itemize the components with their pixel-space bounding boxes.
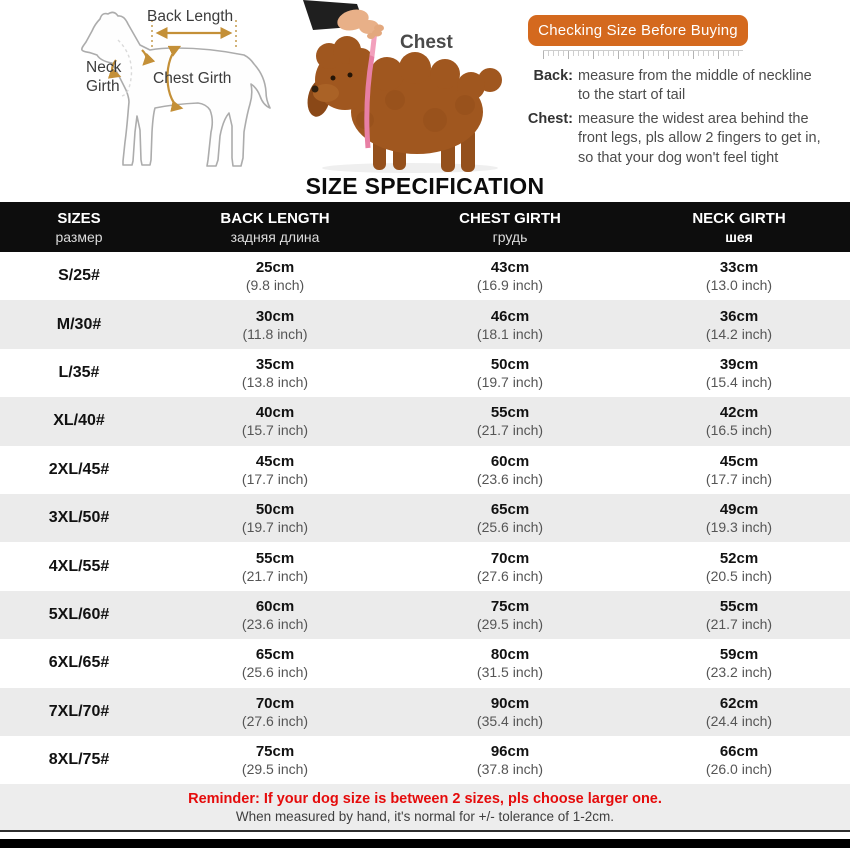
chest-cm-value: 75cm bbox=[490, 597, 530, 615]
size-cell: L/35# bbox=[58, 363, 100, 381]
neck-inch-value: (14.2 inch) bbox=[705, 325, 773, 342]
neck-cm-value: 59cm bbox=[719, 646, 759, 664]
back-inch-value: (19.7 inch) bbox=[241, 519, 309, 536]
size-row-8xl75 bbox=[0, 736, 850, 784]
back-inch-value: (11.8 inch) bbox=[242, 325, 308, 342]
back-cm-value: 65cm bbox=[255, 646, 295, 664]
size-cell: M/30# bbox=[56, 315, 102, 333]
page-title: SIZE SPECIFICATION bbox=[305, 173, 545, 199]
header-back-length-en: BACK LENGTH bbox=[220, 209, 330, 227]
chest-girth-cell bbox=[392, 300, 628, 348]
neck-cm-value: 55cm bbox=[719, 597, 759, 615]
header-chest-girth bbox=[392, 202, 628, 252]
neck-inch-value: (15.4 inch) bbox=[705, 373, 773, 390]
neck-cm-value: 42cm bbox=[719, 404, 759, 422]
header-back-length bbox=[158, 202, 392, 252]
back-cm-value: 50cm bbox=[255, 501, 295, 519]
measuring-instructions bbox=[515, 67, 850, 173]
header-sizes bbox=[0, 202, 158, 252]
size-cell: XL/40# bbox=[53, 412, 105, 430]
back-length-label: Back Length bbox=[147, 8, 234, 25]
size-table-body bbox=[0, 252, 850, 784]
chest-girth-cell bbox=[392, 542, 628, 590]
chest-girth-cell bbox=[392, 349, 628, 397]
header-neck-girth-en: NECK GIRTH bbox=[692, 209, 786, 227]
chest-girth-cell bbox=[392, 591, 628, 639]
header-neck-girth bbox=[628, 202, 850, 252]
neck-cm-value: 62cm bbox=[719, 694, 759, 712]
chest-cm-value: 55cm bbox=[490, 404, 530, 422]
chest-inch-value: (37.8 inch) bbox=[476, 761, 544, 778]
header-sizes-en: SIZES bbox=[57, 209, 101, 227]
size-cell: 2XL/45# bbox=[48, 460, 110, 478]
neck-girth-cell bbox=[628, 446, 850, 494]
neck-cm-value: 45cm bbox=[719, 452, 759, 470]
neck-girth-cell bbox=[628, 494, 850, 542]
back-term: Back: bbox=[533, 68, 573, 84]
back-length-cell bbox=[158, 349, 392, 397]
header-chest-girth-ru: грудь bbox=[492, 228, 528, 245]
chest-desc-line-1: measure the widest area behind the bbox=[578, 111, 809, 128]
instructions-panel bbox=[515, 0, 850, 172]
checking-size-banner: Checking Size Before Buying bbox=[528, 15, 748, 46]
back-inch-value: (21.7 inch) bbox=[241, 567, 309, 584]
back-cm-value: 70cm bbox=[255, 694, 295, 712]
table-header-row bbox=[0, 202, 850, 252]
neck-cm-value: 33cm bbox=[719, 259, 759, 277]
size-cell: 3XL/50# bbox=[48, 509, 110, 527]
chest-girth-cell bbox=[392, 494, 628, 542]
back-cm-value: 60cm bbox=[255, 597, 295, 615]
back-length-cell bbox=[158, 494, 392, 542]
neck-inch-value: (17.7 inch) bbox=[705, 470, 773, 487]
chest-inch-value: (29.5 inch) bbox=[476, 615, 544, 632]
neck-inch-value: (21.7 inch) bbox=[705, 615, 773, 632]
chest-inch-value: (25.6 inch) bbox=[476, 519, 544, 536]
back-inch-value: (27.6 inch) bbox=[241, 712, 309, 729]
neck-inch-value: (20.5 inch) bbox=[705, 567, 773, 584]
neck-cm-value: 36cm bbox=[719, 307, 759, 325]
back-inch-value: (15.7 inch) bbox=[241, 422, 309, 439]
chest-inch-value: (35.4 inch) bbox=[476, 712, 544, 729]
size-cell: 8XL/75# bbox=[48, 751, 110, 769]
size-cell: 7XL/70# bbox=[48, 702, 110, 720]
back-cm-value: 30cm bbox=[255, 307, 295, 325]
back-length-cell bbox=[158, 397, 392, 445]
neck-girth-cell bbox=[628, 639, 850, 687]
neck-girth-cell bbox=[628, 542, 850, 590]
chest-cm-value: 70cm bbox=[490, 549, 530, 567]
back-length-cell bbox=[158, 542, 392, 590]
back-inch-value: (9.8 inch) bbox=[245, 277, 305, 294]
chest-girth-cell bbox=[392, 252, 628, 300]
chest-inch-value: (16.9 inch) bbox=[476, 277, 544, 294]
chest-inch-value: (18.1 inch) bbox=[476, 325, 544, 342]
chest-girth-label: Chest Girth bbox=[153, 70, 232, 87]
chest-term: Chest: bbox=[527, 111, 573, 128]
chest-cm-value: 65cm bbox=[490, 501, 530, 519]
chest-desc-line-3: so that your dog won't feel tight bbox=[578, 149, 779, 166]
chest-description bbox=[578, 110, 850, 167]
back-inch-value: (29.5 inch) bbox=[241, 761, 309, 778]
hand-holding-tape bbox=[303, 0, 384, 39]
back-inch-value: (17.7 inch) bbox=[241, 470, 309, 487]
chest-girth-cell bbox=[392, 397, 628, 445]
back-desc-line-2: to the start of tail bbox=[578, 87, 686, 104]
poodle-body bbox=[304, 36, 502, 172]
back-cm-value: 25cm bbox=[255, 259, 295, 277]
header-back-length-ru: задняя длина bbox=[230, 228, 320, 245]
chest-inch-value: (19.7 inch) bbox=[476, 373, 544, 390]
size-row-l35 bbox=[0, 349, 850, 397]
size-cell: S/25# bbox=[58, 267, 100, 285]
size-cell: 5XL/60# bbox=[48, 605, 110, 623]
neck-inch-value: (13.0 inch) bbox=[705, 277, 773, 294]
back-instruction bbox=[515, 67, 850, 105]
back-length-cell bbox=[158, 688, 392, 736]
size-row-m30 bbox=[0, 300, 850, 348]
chest-cm-value: 60cm bbox=[490, 452, 530, 470]
size-row-xl40 bbox=[0, 397, 850, 445]
back-cm-value: 55cm bbox=[255, 549, 295, 567]
chest-cm-value: 90cm bbox=[490, 694, 530, 712]
poodle-photo-illustration bbox=[295, 0, 515, 175]
header-sizes-ru: размер bbox=[55, 228, 103, 245]
back-cm-value: 35cm bbox=[255, 355, 295, 373]
back-desc-line-1: measure from the middle of neckline bbox=[578, 68, 812, 84]
chest-desc-line-2: front legs, pls allow 2 fingers to get in, bbox=[578, 130, 821, 147]
measuring-guide-section bbox=[0, 0, 850, 172]
chest-cm-value: 96cm bbox=[490, 743, 530, 761]
size-row-7xl70 bbox=[0, 688, 850, 736]
neck-cm-value: 52cm bbox=[719, 549, 759, 567]
neck-cm-value: 66cm bbox=[719, 743, 759, 761]
chest-girth-cell bbox=[392, 736, 628, 784]
neck-inch-value: (16.5 inch) bbox=[705, 422, 773, 439]
dog-photo-panel bbox=[295, 0, 515, 175]
neck-inch-value: (26.0 inch) bbox=[705, 761, 773, 778]
chest-inch-value: (21.7 inch) bbox=[476, 422, 544, 439]
neck-cm-value: 39cm bbox=[719, 355, 759, 373]
neck-girth-label: Neck Girth bbox=[86, 59, 122, 95]
chest-cm-value: 43cm bbox=[490, 259, 530, 277]
back-inch-value: (23.6 inch) bbox=[241, 615, 309, 632]
reminder-note bbox=[0, 784, 850, 832]
neck-girth-cell bbox=[628, 397, 850, 445]
neck-girth-cell bbox=[628, 300, 850, 348]
size-row-s25 bbox=[0, 252, 850, 300]
chest-cm-value: 50cm bbox=[490, 355, 530, 373]
size-row-4xl55 bbox=[0, 542, 850, 590]
chest-photo-label: Chest bbox=[400, 32, 453, 53]
size-cell: 4XL/55# bbox=[48, 557, 110, 575]
back-length-cell bbox=[158, 252, 392, 300]
back-length-cell bbox=[158, 300, 392, 348]
size-cell: 6XL/65# bbox=[48, 654, 110, 672]
chest-girth-cell bbox=[392, 446, 628, 494]
header-chest-girth-en: CHEST GIRTH bbox=[459, 209, 561, 227]
chest-girth-cell bbox=[392, 639, 628, 687]
chest-inch-value: (27.6 inch) bbox=[476, 567, 544, 584]
neck-girth-cell bbox=[628, 688, 850, 736]
neck-inch-value: (19.3 inch) bbox=[705, 519, 773, 536]
size-table bbox=[0, 202, 850, 784]
back-description bbox=[578, 67, 850, 105]
chest-cm-value: 80cm bbox=[490, 646, 530, 664]
back-length-cell bbox=[158, 639, 392, 687]
chest-cm-value: 46cm bbox=[490, 307, 530, 325]
chest-instruction bbox=[515, 110, 850, 167]
chest-girth-cell bbox=[392, 688, 628, 736]
size-row-6xl65 bbox=[0, 639, 850, 687]
neck-inch-value: (23.2 inch) bbox=[705, 664, 773, 681]
neck-girth-cell bbox=[628, 591, 850, 639]
neck-girth-cell bbox=[628, 349, 850, 397]
ruler-graphic bbox=[543, 50, 743, 59]
neck-cm-value: 49cm bbox=[719, 501, 759, 519]
tolerance-text: When measured by hand, it's normal for +/- tolerance of 1-2cm. bbox=[235, 808, 615, 824]
neck-girth-cell bbox=[628, 252, 850, 300]
reminder-text: Reminder: If your dog size is between 2 sizes, pls choose larger one. bbox=[188, 790, 662, 807]
back-inch-value: (13.8 inch) bbox=[241, 373, 309, 390]
size-row-2xl45 bbox=[0, 446, 850, 494]
back-length-cell bbox=[158, 736, 392, 784]
back-length-cell bbox=[158, 446, 392, 494]
back-length-cell bbox=[158, 591, 392, 639]
back-cm-value: 40cm bbox=[255, 404, 295, 422]
back-inch-value: (25.6 inch) bbox=[241, 664, 309, 681]
chest-inch-value: (23.6 inch) bbox=[476, 470, 544, 487]
neck-inch-value: (24.4 inch) bbox=[705, 712, 773, 729]
bottom-black-bar bbox=[0, 839, 850, 848]
back-cm-value: 75cm bbox=[255, 743, 295, 761]
neck-girth-cell bbox=[628, 736, 850, 784]
header-neck-girth-ru: шея bbox=[725, 228, 753, 245]
chest-inch-value: (31.5 inch) bbox=[476, 664, 544, 681]
size-row-3xl50 bbox=[0, 494, 850, 542]
back-cm-value: 45cm bbox=[255, 452, 295, 470]
size-row-5xl60 bbox=[0, 591, 850, 639]
dog-measurement-diagram bbox=[0, 0, 300, 172]
